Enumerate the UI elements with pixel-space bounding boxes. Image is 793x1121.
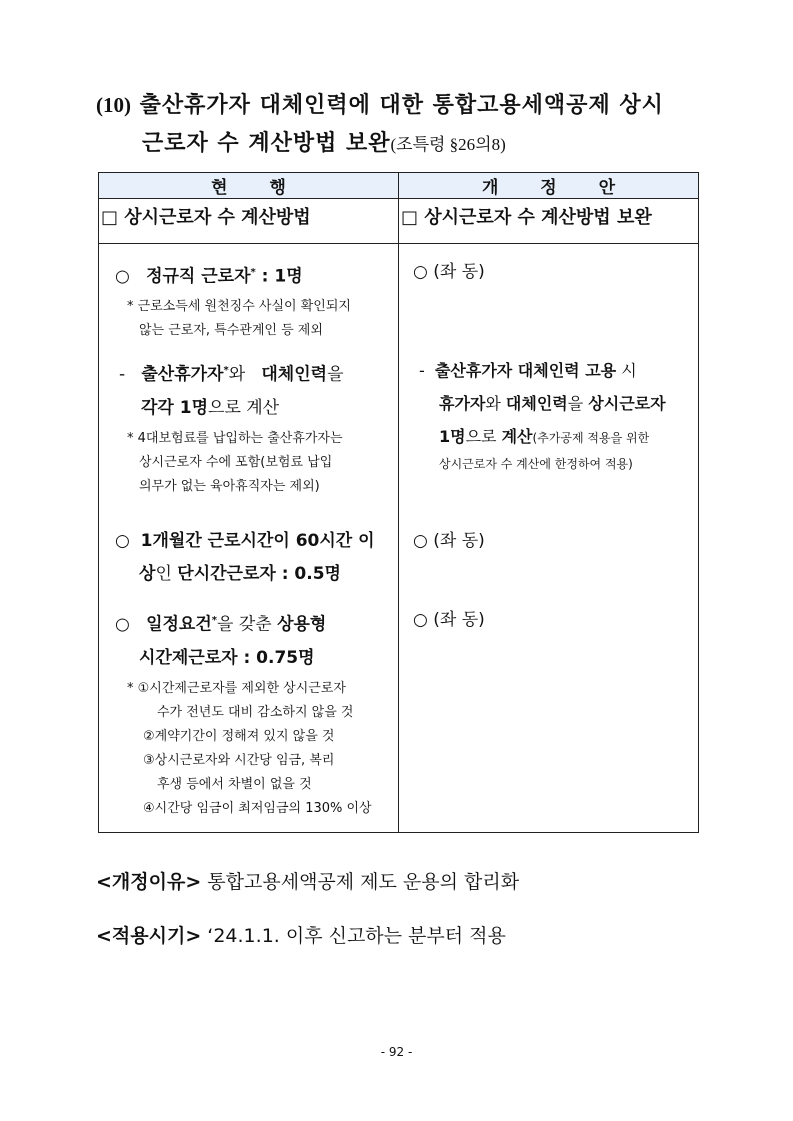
one-person-label: 1명 (439, 427, 466, 446)
note-line: 않는 근로자, 특수관계인 등 제외 (139, 323, 323, 338)
title-line2: 근로자 수 계산방법 보완 (142, 131, 391, 156)
regular-worker-label: 정규직 근로자 (146, 266, 251, 287)
parttime-value: 단시간근로자 : 0.5명 (177, 564, 341, 584)
text: 을 갖춘 (217, 614, 278, 635)
effective-date (96, 918, 506, 954)
substitute-hiring-label: 출산휴가자 대체인력 고용 (434, 361, 617, 380)
text: 상 (139, 564, 156, 584)
text: 와 (228, 364, 251, 385)
current-note-2 (127, 427, 343, 499)
text: 휴가자 (439, 394, 486, 413)
note-line: * 4대보험료를 납입하는 출산휴가자는 (127, 431, 343, 446)
title-number: (10) (96, 93, 131, 117)
comparison-table (98, 172, 699, 833)
title-line1: 출산휴가자 대체인력에 대한 통합고용세액공제 상시 (139, 93, 664, 118)
text: 으로 (465, 427, 502, 446)
header-proposed: 개 정 안 (399, 173, 699, 199)
footnote-mark: * (223, 365, 229, 376)
current-body (99, 244, 399, 833)
bullet: ○ (115, 531, 130, 551)
amendment-title (96, 86, 716, 164)
title-line2-wrap (96, 125, 716, 164)
maternity-label: 출산휴가자 (141, 364, 224, 385)
each-one-label: 각각 1명 (141, 397, 209, 418)
header-current: 현 행 (99, 173, 399, 199)
current-note-4 (127, 677, 372, 821)
requirement-label: 일정요건 (146, 614, 212, 635)
footnote-mark: * (250, 267, 256, 278)
reason-text: 통합고용세액공제 제도 운용의 합리화 (201, 871, 520, 893)
proposed-same-1: ○ (좌 동) (413, 262, 485, 282)
footnote-mark: * (211, 615, 217, 626)
regular-worker-label: 상시근로자 (588, 394, 666, 413)
hourly-worker-value: 시간제근로자 : 0.75명 (139, 647, 315, 668)
current-item-regular (115, 256, 303, 294)
title-reference: (조특령 §26의8) (390, 135, 506, 154)
note-line: * 근로소득세 원천징수 사실이 확인되지 (127, 299, 351, 314)
amendment-reason (96, 864, 519, 900)
current-item-maternity (119, 354, 344, 425)
parttime-line1: 1개월간 근로시간이 60시간 이 (140, 531, 375, 551)
proposed-body (399, 244, 699, 833)
effective-label: <적용시기> (96, 925, 202, 947)
substitute-label: 대체인력 (261, 364, 328, 385)
note-line: 의무가 없는 육아휴직자는 제외) (139, 479, 320, 494)
text: 시 (616, 361, 637, 380)
dash: - (419, 361, 425, 380)
proposed-scope-note-line2: 상시근로자 수 계산에 한정하여 적용) (439, 457, 633, 471)
current-section-title: □ 상시근로자 수 계산방법 (99, 199, 399, 244)
text: 으로 계산 (208, 397, 280, 418)
proposed-same-3: ○ (좌 동) (413, 610, 485, 630)
current-note-1 (127, 295, 351, 343)
proposed-item-maternity (419, 354, 666, 455)
note-line: ④시간당 임금이 최저임금의 130% 이상 (143, 801, 372, 816)
current-item-fulltime-hourly (115, 604, 326, 675)
page-number: - 92 - (380, 1045, 413, 1059)
note-line: ③상시근로자와 시간당 임금, 복리 (143, 753, 335, 768)
note-line: 후생 등에서 차별이 없을 것 (157, 777, 312, 792)
effective-text: ‘24.1.1. 이후 신고하는 분부터 적용 (201, 925, 506, 947)
bullet: ○ (115, 614, 130, 635)
note-line: ②계약기간이 정해져 있지 않을 것 (143, 729, 335, 744)
note-line: 상시근로자 수에 포함(보험료 납입 (139, 455, 333, 470)
text: 와 (485, 394, 506, 413)
note-line: * ①시간제근로자를 제외한 상시근로자 (127, 681, 346, 696)
dash: - (119, 364, 126, 385)
proposed-same-2: ○ (좌 동) (413, 531, 485, 551)
proposed-section-title: □ 상시근로자 수 계산방법 보완 (399, 199, 699, 244)
regular-worker-value: : 1명 (255, 266, 303, 287)
bullet: ○ (115, 266, 130, 287)
note-line: 수가 전년도 대비 감소하지 않을 것 (157, 705, 354, 720)
text: 을 (327, 364, 344, 385)
reason-label: <개정이유> (96, 871, 202, 893)
substitute-label: 대체인력 (505, 394, 568, 413)
current-item-parttime (115, 525, 375, 591)
text: 인 (155, 564, 178, 584)
text: 을 (567, 394, 589, 413)
calc-label: 계산 (501, 427, 533, 446)
scope-note: (추가공제 적용을 위한 (532, 431, 650, 445)
regular-type-label: 상용형 (277, 614, 327, 635)
